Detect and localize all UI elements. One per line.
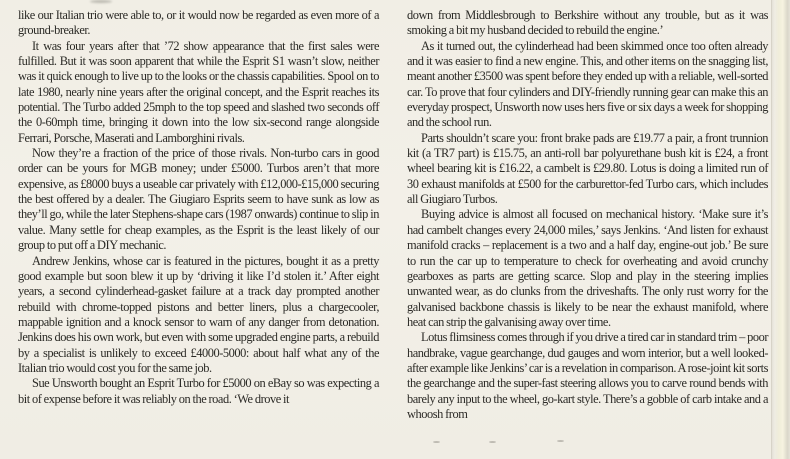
paragraph: Lotus flimsiness comes through if you drive a tired car in standard trim – poor handbrake, vague gearchange, dud gauges and worn interior, but a well looked-after example like Jenkins’ car is a revelation in comparison. A rose-joint kit sorts the gearchange and the super-fast steering allows you to carve round bends with barely any input to the wheel, go-kart style. There’s a gobble of carb intake and a whoosh from xyxy=(407,330,769,421)
paragraph: Andrew Jenkins, whose car is featured in the pictures, bought it as a pretty good example but soon blew it up by ‘driving it like I’d stolen it.’ After eight years, a second cylinderhead-gasket failure at a track day prompted another rebuild with chrome-topped pistons and better liners, plus a chargecooler, mappable ignition and a knock sensor to warn of any danger from detonation. Jenkins does his own work, but even with some upgraded engine parts, a rebuild by a specialist is unlikely to exceed £4000-5000: about half what any of the Italian trio would cost you for the same job. xyxy=(18,253,379,375)
scan-speck xyxy=(489,441,496,443)
article-body xyxy=(18,8,768,422)
text-column-right xyxy=(407,8,768,422)
paragraph: Sue Unsworth bought an Esprit Turbo for £5000 on eBay so was expecting a bit of expense before it was reliably on the road. ‘We drove it xyxy=(18,376,379,406)
paragraph: As it turned out, the cylinderhead had been skimmed once too often already and it was easier to find a new engine. This, and other items on the snagging list, meant another £3500 was spent before they ended up with a reliable, well-sorted car. To prove that four cylinders and DIY-friendly running gear can make this an everyday prospect, Unsworth now uses hers five or six days a week for shopping and the school run. xyxy=(407,38,768,130)
paragraph: down from Middlesbrough to Berkshire without any trouble, but as it was smoking a bit my husband decided to rebuild the engine.’ xyxy=(407,8,768,38)
scan-speck xyxy=(433,441,440,443)
paragraph: Now they’re a fraction of the price of those rivals. Non-turbo cars in good order can be yours for MGB money; under £5000. Turbos aren’t that more expensive, as £8000 buys a useable car privately with £12,000-£15,000 securing the best offered by a dealer. The Giugiaro Esprits seem to have sunk as low as they’ll go, while the later Stephens-shape cars (1987 onwards) continue to slip in value. Many settle for cheap examples, as the Esprit is the least likely of our group to put off a DIY mechanic. xyxy=(18,146,379,253)
paragraph: Buying advice is almost all focused on mechanical history. ‘Make sure it’s had cambelt changes every 24,000 miles,’ says Jenkins. ‘And listen for exhaust manifold cracks – replacement is a two and a half day, engine-out job.’ Be sure to run the car up to temperature to check for overheating and avoid crunchy gearboxes as parts are getting scarce. Slop and play in the steering implies unwanted wear, as do clunks from the driveshafts. The only rust worry for the galvanised backbone chassis is likely to be near the exhaust manifold, where heat can strip the galvanising away over time. xyxy=(407,207,768,329)
paragraph: It was four years after that ’72 show appearance that the first sales were fulfilled. But it was soon apparent that while the Esprit S1 wasn’t slow, neither was it quick enough to live up to the looks or the chassis capabilities. Spool on to late 1980, nearly nine years after the original concept, and the Esprit reaches its potential. The Turbo added 25mph to the top speed and slashed two seconds off the 0-60mph time, bringing it down into the low six-second range alongside Ferrari, Porsche, Maserati and Lamborghini rivals. xyxy=(18,38,379,145)
page-edge-shadow xyxy=(771,0,790,459)
scan-speck xyxy=(557,440,564,442)
paragraph: like our Italian trio were able to, or it would now be regarded as even more of a ground-breaker. xyxy=(18,8,379,38)
paragraph: Parts shouldn’t scare you: front brake pads are £19.77 a pair, a front trunnion kit (a TR7 part) is £15.75, an anti-roll bar polyurethane bush kit is £24, a front wheel bearing kit is £16.22, a cambelt is £29.80. Lotus is doing a limited run of 30 exhaust manifolds at £500 for the carburettor-fed Turbo cars, which includes all Giugiaro Turbos. xyxy=(407,130,768,207)
scan-smudge xyxy=(90,0,112,3)
text-column-left xyxy=(18,8,379,422)
